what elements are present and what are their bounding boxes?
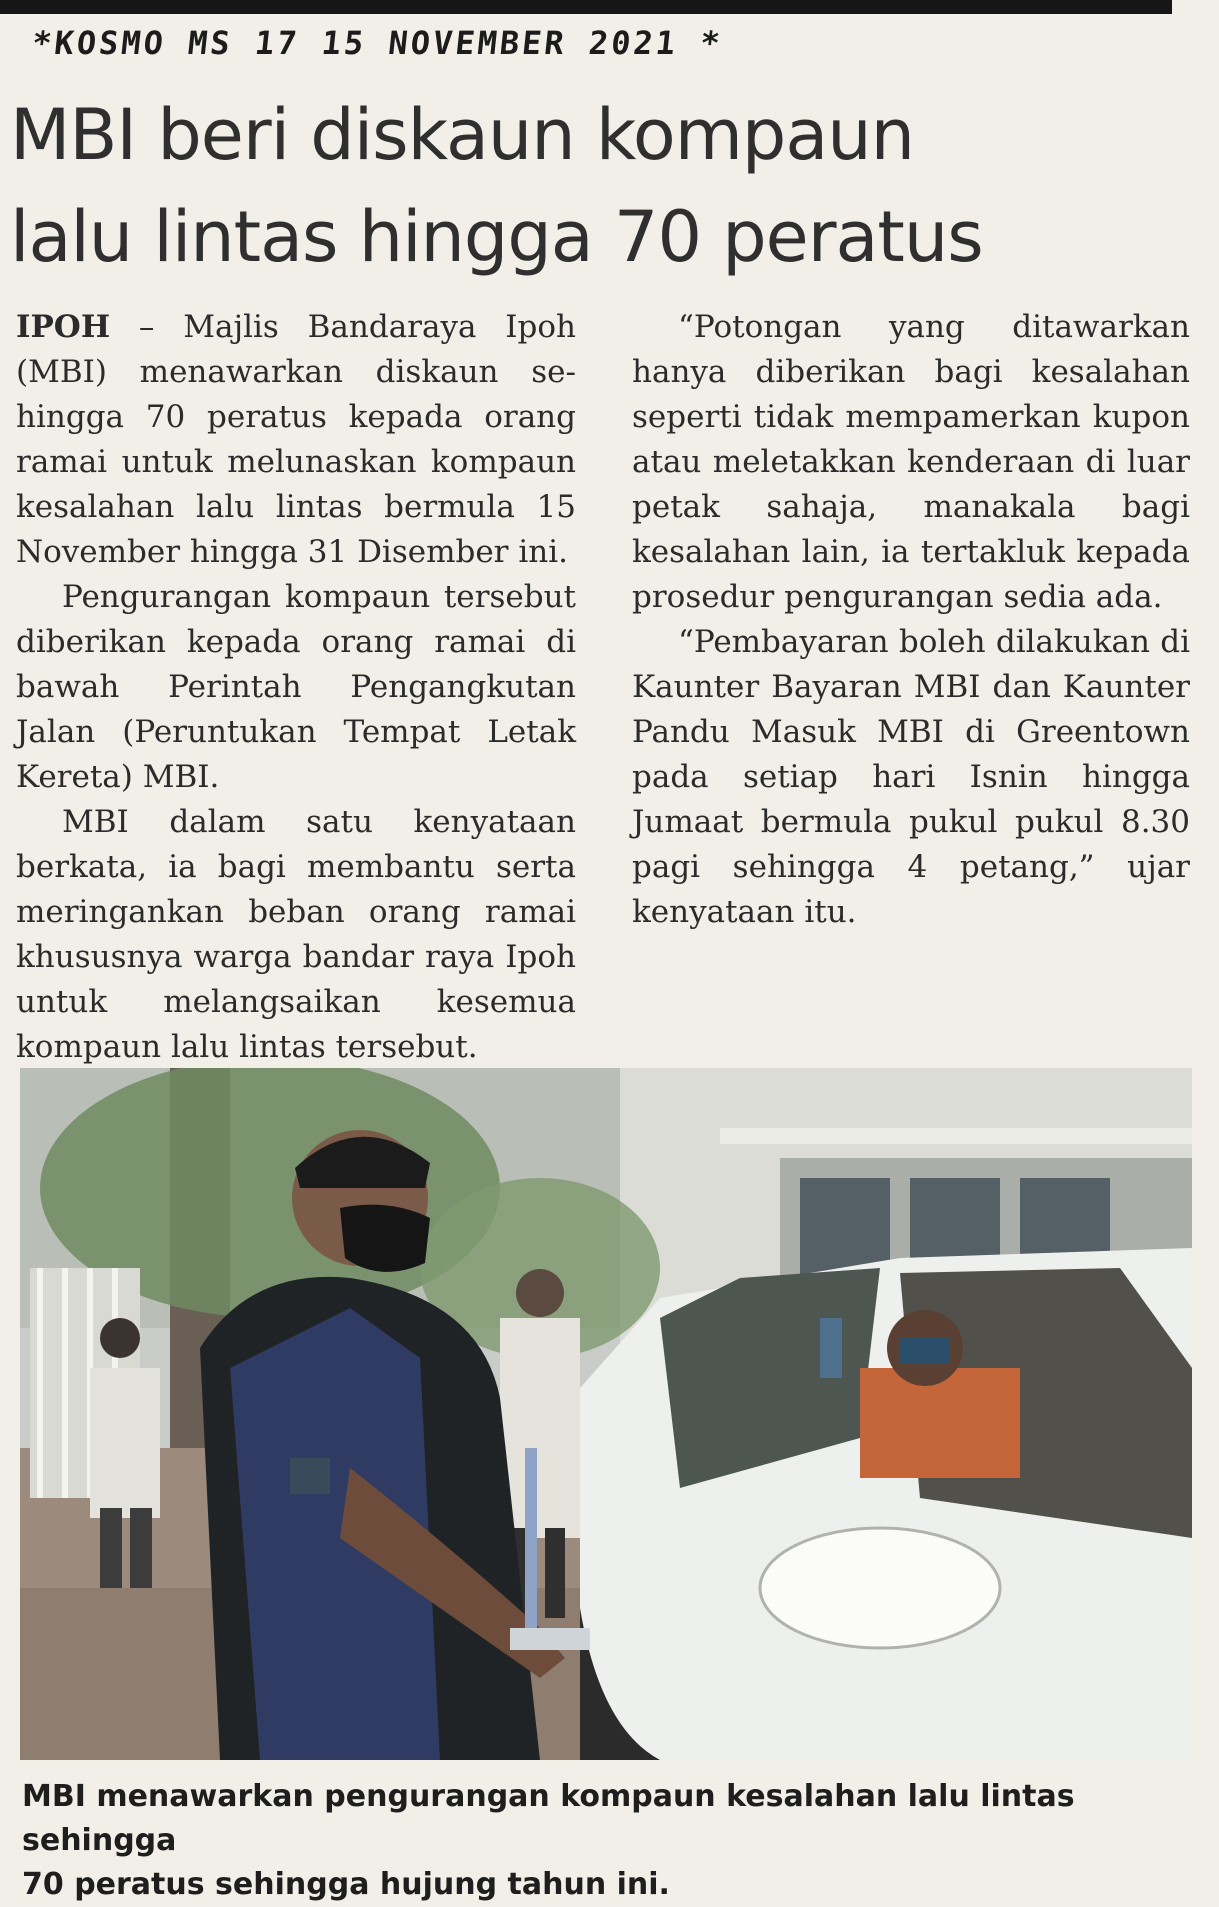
top-rule	[0, 0, 1172, 14]
handwritten-source-note: *KOSMO MS 17 15 NOVEMBER 2021 *	[30, 24, 725, 62]
dateline: IPOH	[16, 309, 111, 345]
headline	[10, 84, 1160, 288]
lead-paragraph	[16, 305, 576, 575]
paragraph-5: “Pembayaran boleh dilakukan di Kaunter Bayaran MBI dan Kaunter Pandu Masuk MBI di Greentown pada setiap hari Isnin hingga Jumaat bermula pukul pukul 8.30 pagi sehingga 4 petang,” ujar kenyataan itu.	[632, 624, 1190, 930]
paragraph-2: Pengurangan kompaun tersebut diberikan kepada orang ramai di bawah Perintah Pengangkutan Jalan (Peruntukan Tempat Letak Kereta) MBI.	[16, 579, 576, 795]
paragraph-4: “Potongan yang ditawarkan hanya diberikan bagi kesalahan seperti tidak mempamerkan kupon atau meletakkan kenderaan di luar petak sahaja, manakala bagi kesalahan lain, ia tertakluk kepada prosedur pengurangan sedia ada.	[632, 309, 1190, 615]
caption-line-1: MBI menawarkan pengurangan kompaun kesalahan lalu lintas sehingga	[22, 1779, 1075, 1858]
headline-line-1: MBI beri diskaun kompaun	[10, 94, 914, 176]
caption-line-2: 70 peratus sehingga hujung tahun ini.	[22, 1867, 670, 1902]
lead-text: – Majlis Bandaraya Ipoh (MBI) menawarkan diskaun sehingga 70 peratus kepada orang ramai untuk melunaskan kompaun kesalahan lalu lintas bermula 15 November hingga 31 Disember ini.	[16, 309, 576, 570]
paragraph-3: MBI dalam satu kenyataan berkata, ia bagi membantu serta meringankan beban orang ramai khususnya warga bandar raya Ipoh untuk melangsaikan kesemua kompaun lalu lintas tersebut.	[16, 804, 576, 1065]
article-column-right	[632, 305, 1190, 935]
photo-caption	[22, 1775, 1172, 1907]
photo-illustration	[20, 1068, 1192, 1760]
headline-line-2: lalu lintas hingga 70 peratus	[10, 196, 983, 278]
news-photo	[20, 1068, 1192, 1760]
article-column-left	[16, 305, 576, 1070]
